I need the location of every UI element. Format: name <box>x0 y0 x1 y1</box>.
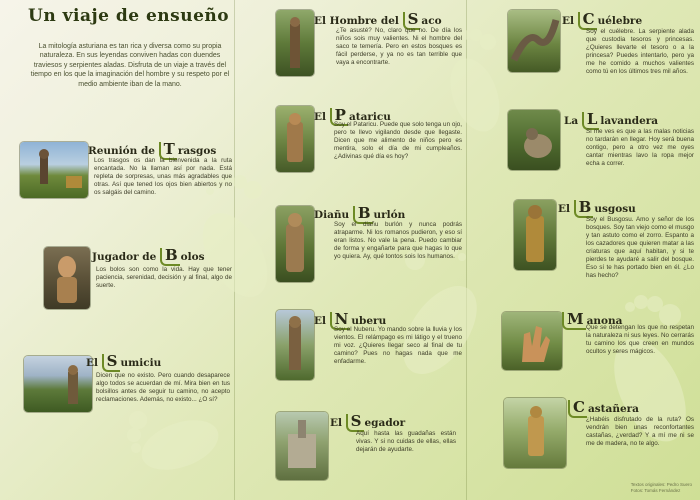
photo-reunion-de-trasgos <box>20 142 88 198</box>
entry-text-el-busgosu: Soy el Busgosu. Amo y señor de los bosques. Soy tan viejo como el musgo y tan astuto como el zorro. Espanto a los cazadores que quieren matar a las criaturas que aquí habitan, y si te pierdes te ayudaré a salir del bosque. Eso sí te has portado bien en él. ¿Lo has hecho? <box>586 216 694 280</box>
entry-title-el-hombre-del-saco: El Hombre del S aco <box>314 10 442 28</box>
entry-title-el-pataricu: El P atаricu <box>314 106 391 124</box>
drop-initial: B <box>160 248 180 266</box>
drop-initial: C <box>578 12 597 30</box>
entry-text-dianu-burlon: Soy el diañu burlón y nunca podrás atraparme. Ni los romanos pudieron, y eso sí eran listos. No vale la pena. Puedo cambiar de forma y engañarte para que hagas lo que yo quiera. Ay, qué tontos sois los humanos. <box>334 221 462 261</box>
drop-initial: S <box>102 354 120 372</box>
photo-castanera <box>504 398 566 468</box>
drop-initial: L <box>582 112 600 130</box>
drop-initial: T <box>159 142 177 160</box>
entry-title-manona: M anona <box>562 312 623 330</box>
drop-initial: S <box>403 12 421 30</box>
entry-title-jugador-de-bolos: Jugador de B olos <box>92 246 205 264</box>
drop-initial: B <box>353 206 373 224</box>
entry-text-reunion-de-trasgos: Los trasgos os dan la bienvenida a la ruta encantada. No la llaman así por nada. Está repleta de sorpresas, unas más agradables que otras. Así que tened los ojos bien abiertos y no os salgáis del camino. <box>94 157 232 197</box>
photo-el-hombre-del-saco <box>276 10 314 76</box>
entry-text-el-nuberu: Soy el Nuberu. Yo mando sobre la lluvia y los vientos. El relámpago es mi látigo y el trueno mi voz. ¿Quieres llegar seco al final de tu camino? Pues no hagas nada que me enfadarme. <box>334 326 462 366</box>
entry-text-el-cuelebre: Soy el cuélebre. La serpiente alada que custodia tesoros y princesas. ¿Quieres llevarte el tesoro o a la princesa? Puedes intentarlo, pero ya me he comido a muchos valientes como tú en los últimos tres mil años. <box>586 28 694 76</box>
entry-title-el-nuberu: El N uberu <box>314 310 387 328</box>
credits-text: Textos originales: Pedro Suero <box>630 482 692 488</box>
drop-initial: M <box>562 312 586 330</box>
entry-text-el-segador: Aquí hasta las guadañas están vivas. Y si no cuidas de ellas, ellas dejarán de ayudarte. <box>356 430 456 454</box>
drop-initial: B <box>574 200 594 218</box>
entry-title-la-llavandera: La L lavandera <box>564 110 659 128</box>
entry-title-castanera: C astañera <box>568 400 639 418</box>
entry-text-el-pataricu: Soy el Patаricu. Puede que solo tenga un ojo, pero te llevo vigilando desde que llegaste. Dicen que me alimento de niños pero es mentira, solo el día de mi cumpleaños. ¿Adivinas qué día es hoy? <box>334 121 462 161</box>
drop-initial: C <box>568 400 587 418</box>
entry-title-el-segador: El S egador <box>330 412 406 430</box>
brochure-title: Un viaje de ensueño <box>28 6 230 26</box>
entry-text-el-sumiciu: Dicen que no existo. Pero cuando desaparece algo todos se acuerdan de mí. Mira bien en tus bolsillos antes de seguir tu camino, no acepto reclamaciones. Además, no existo... ¿O sí? <box>96 372 230 404</box>
entry-text-el-hombre-del-saco: ¿Te asusté? No, claro que no. De día los niños sois muy valientes. Ni el hombre del saco te temería. Pero en estos bosques es fácil perderse, y ya no es tan terrible que vaya a encontrarte. <box>336 27 462 67</box>
entry-title-el-busgosu: El B usgosu <box>558 198 636 216</box>
photo-dianu-burlon <box>276 206 314 282</box>
photo-el-cuelebre <box>508 10 560 72</box>
photo-el-busgosu <box>514 200 556 270</box>
photo-manona <box>502 312 562 370</box>
photo-la-llavandera <box>508 110 560 170</box>
entry-text-la-llavandera: Si me ves es que a las malas noticias no tardarán en llegar. Hoy será buena contigo, pero a otro vez me oyes cantar mientras lavo la ropa mejor echa a correr. <box>586 128 694 168</box>
drop-initial: P <box>330 108 348 126</box>
drop-initial: N <box>330 312 351 330</box>
entry-title-reunion-de-trasgos: Reunión de T rasgos <box>88 140 217 158</box>
credits-photos: Fotos: Tomás Fernández <box>630 488 681 494</box>
entry-text-manona: Que se detengan los que no respetan la naturaleza ni sus leyes. No cerrarás tu camino los que creen en mundos ocultos y seres mágicos. <box>586 324 694 356</box>
entry-title-el-sumiciu: El S umiciu <box>86 352 162 370</box>
entry-text-castanera: ¿Habéis disfrutado de la ruta? Os vendrán bien unas reconfortantes castañas, ¿verdad? Y a mí me ni se me de madera, no te algo. <box>586 416 694 448</box>
drop-initial: S <box>346 414 364 432</box>
photo-el-segador <box>276 412 328 480</box>
photo-jugador-de-bolos <box>44 247 90 309</box>
photo-credits <box>631 482 692 494</box>
entry-text-jugador-de-bolos: Los bolos son como la vida. Hay que tener paciencia, serenidad, decisión y al final, algo de suerte. <box>96 266 232 290</box>
intro-text: La mitología asturiana es tan rica y diversa como su propia naturaleza. En sus leyendas conviven hadas con duendes traviesos y serpientes aladas. Disfruta de un viaje a través del tiempo en los que la imaginación del hombre y su respeto por el medio ambiente iban de la mano. <box>30 43 230 88</box>
entry-title-el-cuelebre: El C uélebre <box>562 10 643 28</box>
photo-el-pataricu <box>276 106 314 172</box>
photo-el-nuberu <box>276 310 314 380</box>
photo-el-sumiciu <box>24 356 92 412</box>
entry-title-dianu-burlon: Diañu B urlón <box>314 204 406 222</box>
